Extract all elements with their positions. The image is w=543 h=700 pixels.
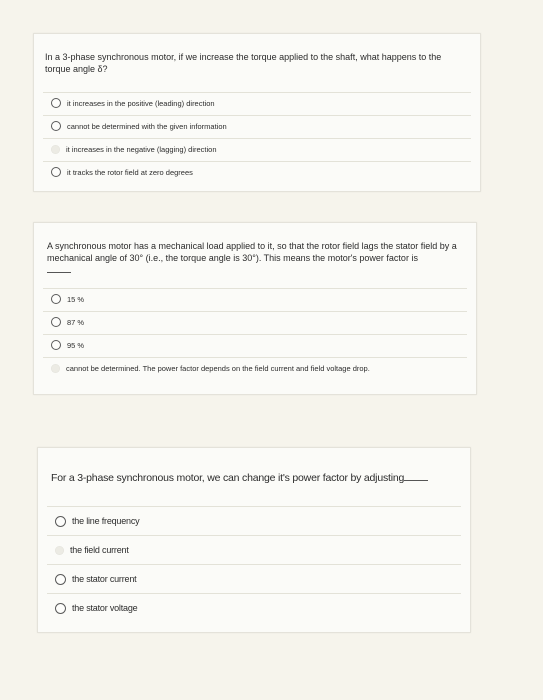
option-label: the line frequency xyxy=(72,516,140,526)
question-text-body: For a 3-phase synchronous motor, we can change it's power factor by adjusting xyxy=(51,472,405,484)
option-label: 87 % xyxy=(67,317,85,327)
option-label: it increases in the positive (leading) direction xyxy=(67,98,215,108)
option-label: it tracks the rotor field at zero degrees xyxy=(67,167,193,177)
answer-option[interactable] xyxy=(47,564,461,593)
option-label: the field current xyxy=(70,545,129,555)
radio-button[interactable] xyxy=(51,121,61,131)
answer-option[interactable] xyxy=(43,161,471,182)
answer-option[interactable] xyxy=(43,311,467,332)
answer-blank xyxy=(404,472,428,481)
radio-button[interactable] xyxy=(55,603,66,614)
option-label: cannot be determined with the given information xyxy=(67,121,227,131)
question-text xyxy=(47,240,467,276)
question-text xyxy=(51,472,451,484)
radio-button-selected[interactable] xyxy=(55,546,64,555)
radio-button[interactable] xyxy=(51,167,61,177)
answer-option[interactable] xyxy=(43,115,471,136)
option-label: the stator current xyxy=(72,574,137,584)
radio-button[interactable] xyxy=(55,516,66,527)
radio-button[interactable] xyxy=(51,98,61,108)
option-label: 15 % xyxy=(67,294,85,304)
radio-button[interactable] xyxy=(51,294,61,304)
answer-blank xyxy=(47,264,71,273)
answer-option[interactable] xyxy=(43,334,467,355)
radio-button-selected[interactable] xyxy=(51,364,60,373)
radio-button-selected[interactable] xyxy=(51,145,60,154)
question-card-2 xyxy=(33,222,477,395)
question-text-body: A synchronous motor has a mechanical load applied to it, so that the rotor field lags the stator field by a mechanical angle of 30° (i.e., the torque angle is 30°). This means the motor's power factor is xyxy=(47,241,457,263)
radio-button[interactable] xyxy=(55,574,66,585)
option-label: 95 % xyxy=(67,340,85,350)
question-text: In a 3-phase synchronous motor, if we increase the torque applied to the shaft, what happens to the torque angle δ? xyxy=(45,52,442,74)
answer-option-selected[interactable] xyxy=(47,535,461,564)
answer-option[interactable] xyxy=(47,593,461,622)
radio-button[interactable] xyxy=(51,340,61,350)
answer-option-selected[interactable] xyxy=(43,357,467,378)
question-card-3 xyxy=(37,447,471,633)
option-label: cannot be determined. The power factor depends on the field current and field voltage drop. xyxy=(66,363,370,373)
answer-option[interactable] xyxy=(47,506,461,535)
question-card-1 xyxy=(33,33,481,192)
option-label: the stator voltage xyxy=(72,603,138,613)
answer-option-selected[interactable] xyxy=(43,138,471,159)
answer-option[interactable] xyxy=(43,288,467,309)
radio-button[interactable] xyxy=(51,317,61,327)
option-label: it increases in the negative (lagging) direction xyxy=(66,144,217,154)
answer-option[interactable] xyxy=(43,92,471,113)
